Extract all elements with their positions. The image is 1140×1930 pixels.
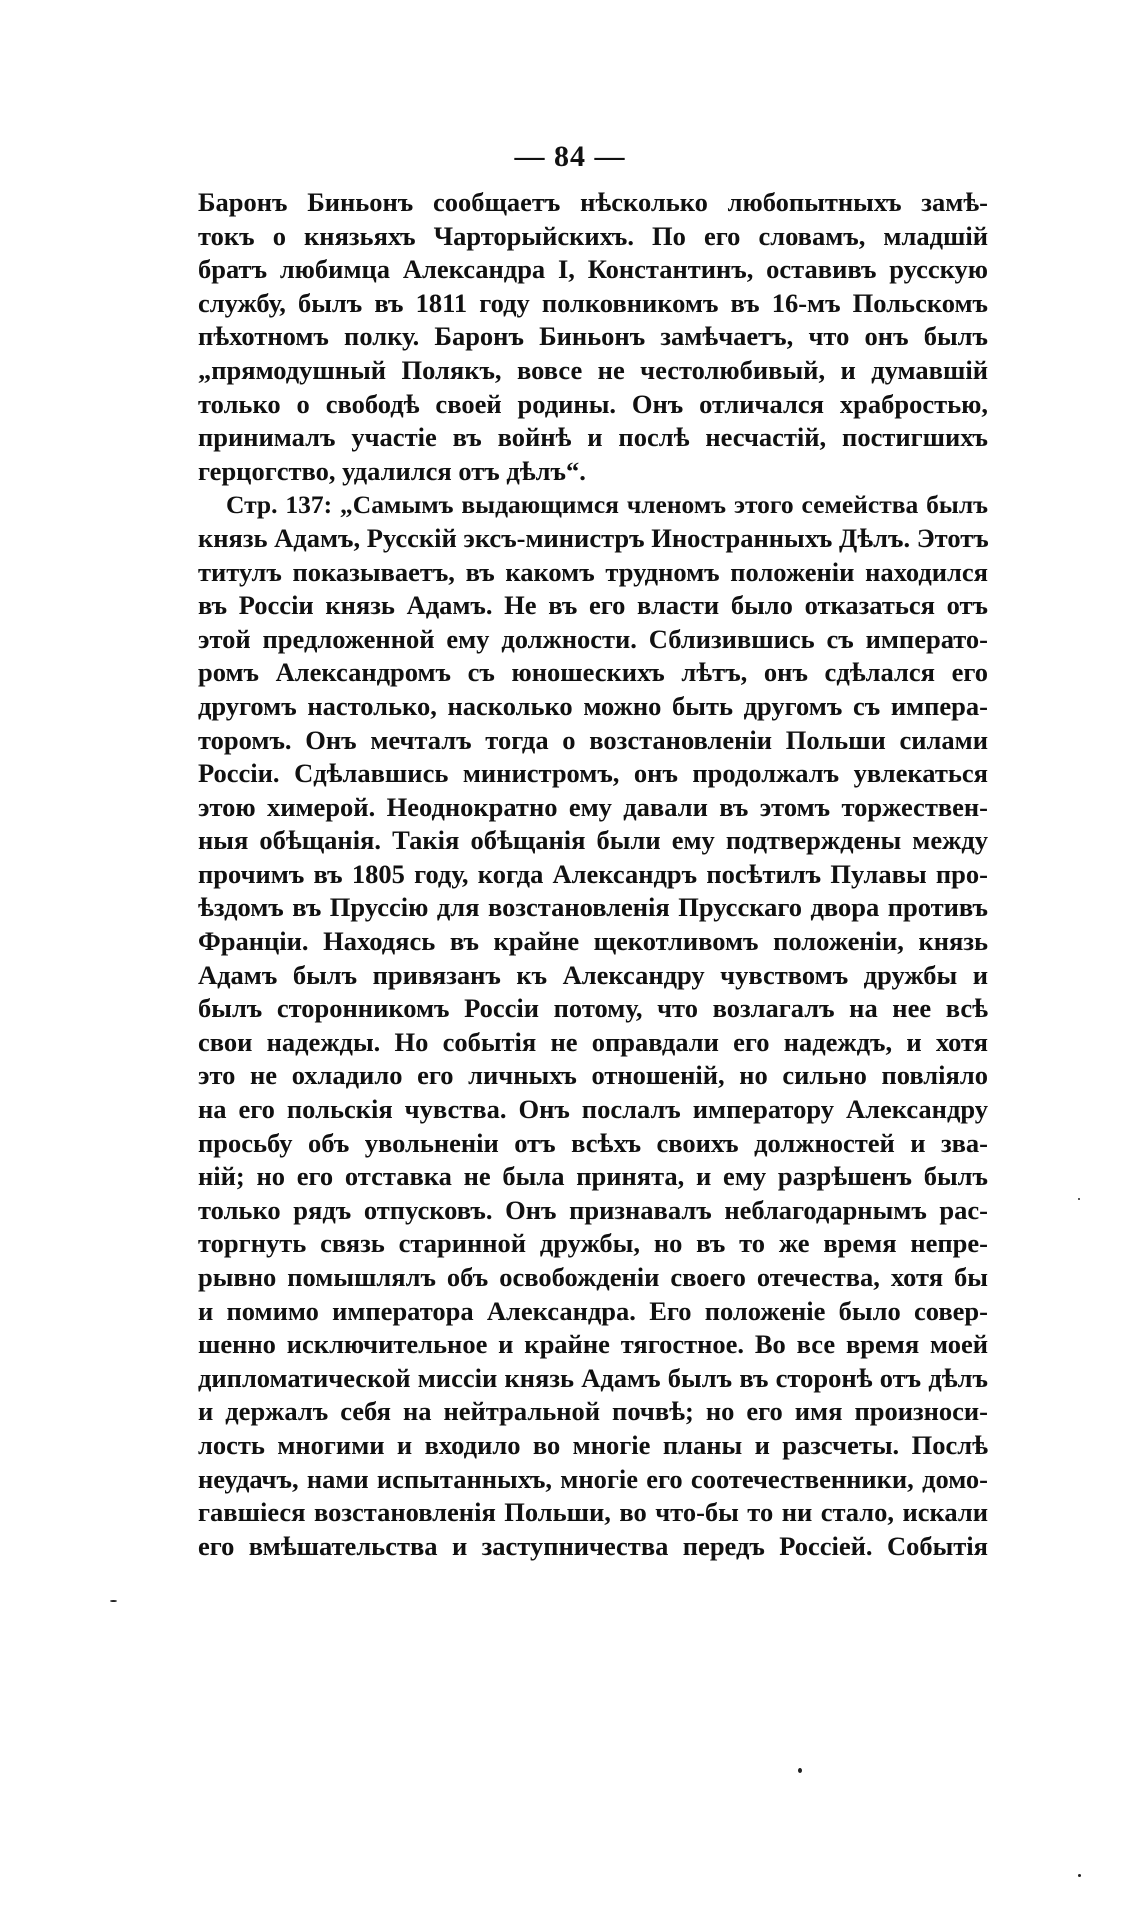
text-line: пѣхотномъ полку. Баронъ Биньонъ замѣчаетъ, что онъ былъ	[198, 321, 988, 352]
text-line: только о свободѣ своей родины. Онъ отличался храбростью,	[198, 388, 988, 419]
scan-speck	[1078, 1198, 1080, 1200]
text-line: „прямодушный Полякъ, вовсе не честолюбивый, и думавшій	[198, 354, 988, 385]
text-line: Россіи. Сдѣлавшись министромъ, онъ продолжалъ увлекаться	[198, 758, 988, 789]
text-line: ній; но его отставка не была принята, и ему разрѣшенъ былъ	[198, 1161, 988, 1192]
text-line: просьбу объ увольненіи отъ всѣхъ своихъ должностей и зва-	[198, 1127, 988, 1158]
text-line: токъ о князьяхъ Чарторыйскихъ. По его словамъ, младшій	[198, 220, 988, 251]
text-line: это не охладило его личныхъ отношеній, но сильно повліяло	[198, 1060, 988, 1091]
text-line: Франціи. Находясь въ крайне щекотливомъ положеніи, князь	[198, 926, 988, 957]
text-line: этой предложенной ему должности. Сблизившись съ императо-	[198, 623, 988, 654]
text-line: былъ сторонникомъ Россіи потому, что возлагалъ на нее всѣ	[198, 993, 988, 1024]
text-line: дипломатической миссіи князь Адамъ былъ въ сторонѣ отъ дѣлъ	[198, 1362, 988, 1393]
text-line: свои надежды. Но событія не оправдали его надеждъ, и хотя	[198, 1026, 988, 1057]
text-line: братъ любимца Александра I, Константинъ, оставивъ русскую	[198, 254, 988, 285]
paragraph-start-line: Стр. 137: „Самымъ выдающимся членомъ этого семейства былъ	[226, 490, 988, 520]
text-line: рывно помышлялъ объ освобожденіи своего отечества, хотя бы	[198, 1262, 988, 1292]
text-line: титулъ показываетъ, въ какомъ трудномъ положеніи находился	[198, 556, 988, 587]
text-line: этою химерой. Неоднократно ему давали въ этомъ торжествен-	[198, 791, 988, 822]
text-line: торгнуть связь старинной дружбы, но въ то же время непре-	[198, 1228, 988, 1259]
text-line: прочимъ въ 1805 году, когда Александръ посѣтилъ Пулавы про-	[198, 858, 988, 889]
scan-speck	[798, 1768, 802, 1773]
text-line: гавшіеся возстановленія Польши, во что-бы то ни стало, искали	[198, 1497, 988, 1528]
text-line: и помимо императора Александра. Его положеніе было совер-	[198, 1295, 988, 1326]
text-line: въ Россіи князь Адамъ. Не въ его власти было отказаться отъ	[198, 590, 988, 621]
text-line: принималъ участіе въ войнѣ и послѣ несчастій, постигшихъ	[198, 422, 988, 453]
scan-speck	[110, 1600, 117, 1602]
scan-speck	[1078, 1874, 1081, 1877]
text-line: неудачъ, нами испытанныхъ, многіе его соотечественники, домо-	[198, 1463, 988, 1494]
text-line: лость многими и входило во многіе планы и разсчеты. Послѣ	[198, 1429, 988, 1460]
text-line: службу, былъ въ 1811 году полковникомъ въ 16-мъ Польскомъ	[198, 287, 988, 318]
text-line: на его польскія чувства. Онъ послалъ императору Александру	[198, 1094, 988, 1125]
page-number: — 84 —	[514, 140, 626, 173]
text-line: шенно исключительное и крайне тягостное. Во все время моей	[198, 1329, 988, 1360]
text-line: герцогство, удалился отъ дѣлъ“.	[198, 455, 586, 486]
text-line: ромъ Александромъ съ юношескихъ лѣтъ, онъ сдѣлался его	[198, 657, 988, 688]
text-line: ѣздомъ въ Пруссію для возстановленія Прусскаго двора противъ	[198, 892, 988, 923]
text-line: князь Адамъ, Русскій эксъ-министръ Иностранныхъ Дѣлъ. Этотъ	[198, 522, 989, 553]
text-line: только рядъ отпусковъ. Онъ признавалъ неблагодарнымъ рас-	[198, 1194, 988, 1225]
text-line: торомъ. Онъ мечталъ тогда о возстановленіи Польши силами	[198, 724, 988, 755]
text-line: Адамъ былъ привязанъ къ Александру чувствомъ дружбы и	[198, 959, 988, 990]
text-line: и держалъ себя на нейтральной почвѣ; но его имя произноси-	[198, 1396, 988, 1427]
page-text	[198, 186, 988, 1563]
text-line: ныя обѣщанія. Такія обѣщанія были ему подтверждены между	[198, 825, 988, 856]
text-line: его вмѣшательства и заступничества передъ Россіей. Событія	[198, 1530, 988, 1561]
text-line: другомъ настолько, насколько можно быть другомъ съ импера-	[198, 690, 988, 721]
text-line: Баронъ Биньонъ сообщаетъ нѣсколько любопытныхъ замѣ-	[198, 187, 988, 217]
